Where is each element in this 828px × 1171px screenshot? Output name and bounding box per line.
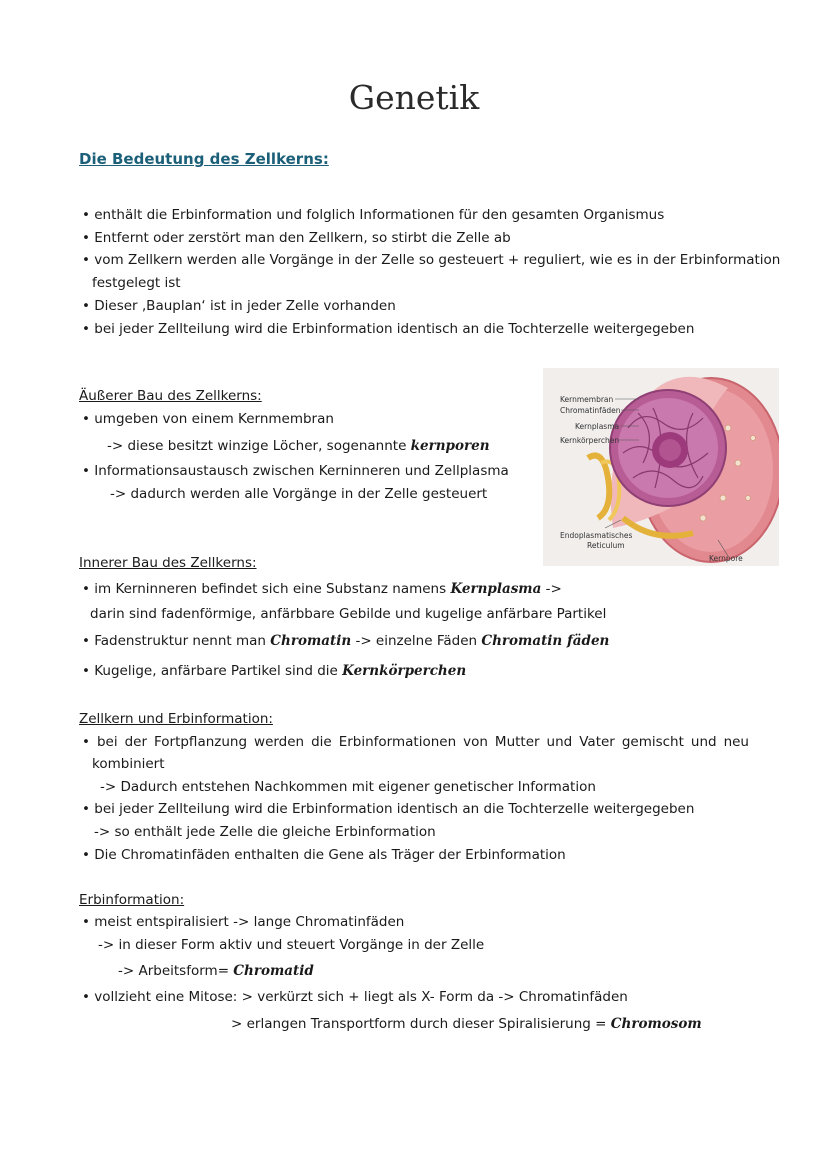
arrow-line: -> so enthält jede Zelle die gleiche Erbinformation [94, 824, 436, 840]
label-er-line2: Reticulum [587, 541, 625, 550]
section-heading-erbinformation: Erbinformation: [79, 892, 185, 908]
bullet-line: • Informationsaustausch zwischen Kerninneren und Zellplasma [82, 463, 509, 479]
term-chromosom: Chromosom [610, 1016, 702, 1032]
bullet-line: • meist entspiralisiert -> lange Chromatinfäden [82, 914, 405, 930]
arrow-line: -> dadurch werden alle Vorgänge in der Zelle gesteuert [110, 486, 488, 502]
section-heading-aeusserer-bau: Äußerer Bau des Zellkerns: [79, 388, 262, 404]
nucleus-illustration [543, 368, 779, 566]
arrow-line: > erlangen Transportform durch dieser Spiralisierung = Chromosom [231, 1016, 702, 1032]
bullet-line: • enthält die Erbinformation und folglich Informationen für den gesamten Organismus [82, 207, 665, 223]
section-heading-bedeutung: Die Bedeutung des Zellkerns: [79, 150, 329, 168]
term-chromatid: Chromatid [233, 963, 314, 979]
bullet-line: • vollzieht eine Mitose: > verkürzt sich + liegt als X- Form da -> Chromatinfäden [82, 989, 628, 1005]
label-kernplasma: Kernplasma [575, 422, 620, 431]
bullet-line-continuation: kombiniert [92, 756, 165, 772]
section-heading-zellkern-erbinformation: Zellkern und Erbinformation: [79, 711, 273, 727]
arrow-line: -> diese besitzt winzige Löcher, sogenannte kernporen [107, 438, 490, 454]
page-title: Genetik [348, 78, 480, 117]
label-kernkoerperchen: Kernkörperchen [560, 436, 620, 445]
bullet-line: • Dieser ‚Bauplan‘ ist in jeder Zelle vorhanden [82, 298, 396, 314]
term-chromatinfaeden: Chromatin fäden [481, 633, 610, 649]
arrow-line: -> Arbeitsform= Chromatid [118, 963, 314, 979]
bullet-line: • vom Zellkern werden alle Vorgänge in der Zelle so gesteuert + reguliert, wie es in der Erbinformation [82, 252, 781, 268]
bullet-line: • Die Chromatinfäden enthalten die Gene als Träger der Erbinformation [82, 847, 566, 863]
bullet-line: • bei jeder Zellteilung wird die Erbinformation identisch an die Tochterzelle weitergegeben [82, 801, 695, 817]
term-chromatin: Chromatin [270, 633, 352, 649]
arrow-line: -> Dadurch entstehen Nachkommen mit eigener genetischer Information [100, 779, 596, 795]
bullet-line-continuation: darin sind fadenförmige, anfärbbare Gebilde und kugelige anfärbare Partikel [90, 606, 607, 622]
term-kernporen: kernporen [410, 438, 490, 454]
bullet-line: • bei der Fortpflanzung werden die Erbinformationen von Mutter und Vater gemischt und neu [82, 734, 749, 750]
label-chromatinfaeden: Chromatinfäden [560, 406, 621, 415]
bullet-line: • Fadenstruktur nennt man Chromatin -> einzelne Fäden Chromatin fäden [82, 633, 610, 649]
bullet-line: • bei jeder Zellteilung wird die Erbinformation identisch an die Tochterzelle weitergegeben [82, 321, 695, 337]
section-heading-innerer-bau: Innerer Bau des Zellkerns: [79, 555, 257, 571]
label-er-line1: Endoplasmatisches [560, 531, 633, 540]
bullet-line: • im Kerninneren befindet sich eine Substanz namens Kernplasma -> [82, 581, 562, 597]
term-kernplasma: Kernplasma [450, 581, 542, 597]
bullet-line: • umgeben von einem Kernmembran [82, 411, 334, 427]
label-kernmembran: Kernmembran [560, 395, 614, 404]
bullet-line: • Entfernt oder zerstört man den Zellkern, so stirbt die Zelle ab [82, 230, 511, 246]
bullet-line-continuation: festgelegt ist [92, 275, 181, 291]
label-kernpore: Kernpore [709, 554, 743, 563]
term-kernkoerperchen: Kernkörperchen [342, 663, 467, 679]
arrow-line: -> in dieser Form aktiv und steuert Vorgänge in der Zelle [98, 937, 485, 953]
bullet-line: • Kugelige, anfärbare Partikel sind die Kernkörperchen [82, 663, 467, 679]
